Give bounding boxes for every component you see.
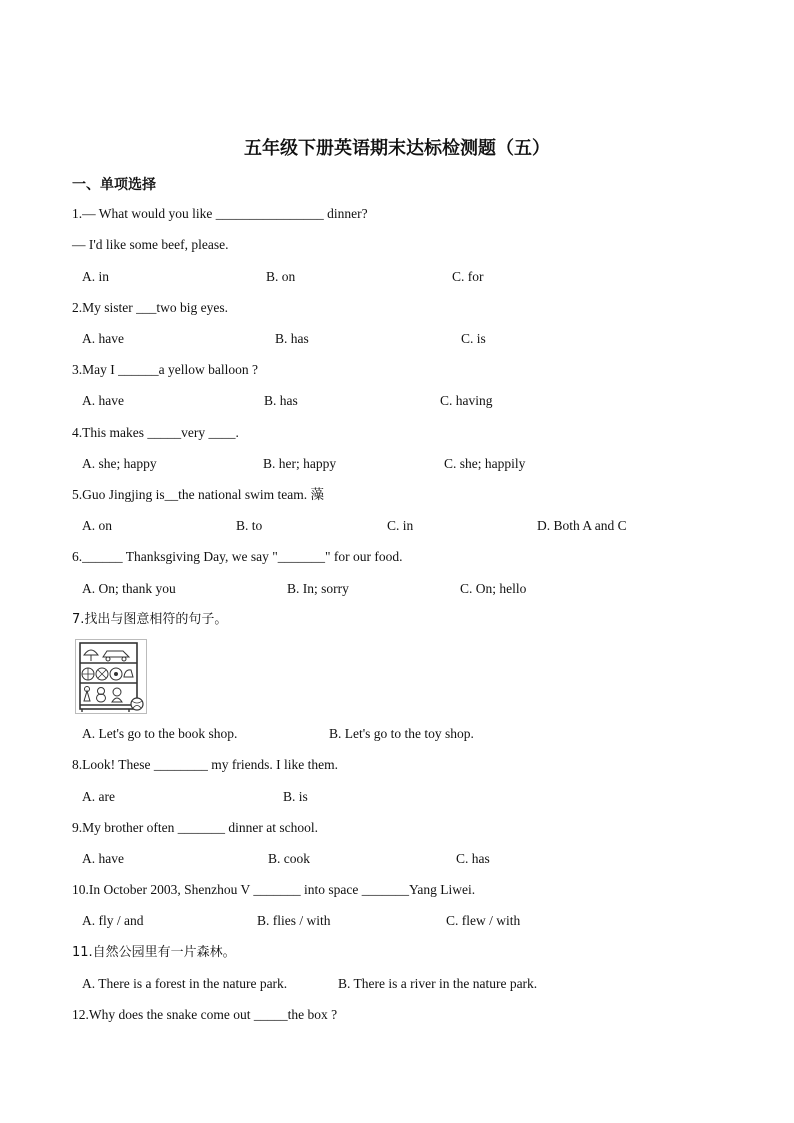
question-6-option-a: A. On; thank you xyxy=(82,581,176,596)
question-10-option-c: C. flew / with xyxy=(446,913,521,928)
question-5-option-a: A. on xyxy=(82,518,112,533)
question-3-option-c: C. having xyxy=(440,393,493,408)
question-3-option-a: A. have xyxy=(82,393,124,408)
question-11-option-b: B. There is a river in the nature park. xyxy=(338,976,538,991)
question-2-option-a: A. have xyxy=(82,331,124,346)
question-1-option-b: B. on xyxy=(266,269,296,284)
question-1-option-a: A. in xyxy=(82,269,109,284)
question-1-stem: 1.— What would you like ________________ dinner? xyxy=(72,206,368,221)
question-9-option-b: B. cook xyxy=(268,851,310,866)
question-9-option-a: A. have xyxy=(82,851,124,866)
question-10-option-a: A. fly / and xyxy=(82,913,144,928)
question-12-stem: 12.Why does the snake come out _____the box ? xyxy=(72,1007,338,1022)
question-10-stem: 10.In October 2003, Shenzhou V _______ into space _______Yang Liwei. xyxy=(72,882,476,897)
question-8-option-a: A. are xyxy=(82,789,115,804)
question-3-option-b: B. has xyxy=(264,393,298,408)
question-7-option-b: B. Let's go to the toy shop. xyxy=(329,726,474,741)
page-title: 五年级下册英语期末达标检测题（五） xyxy=(244,138,550,159)
question-1-option-c: C. for xyxy=(452,269,484,284)
question-5-stem: 5.Guo Jingjing is__the national swim team. 藻 xyxy=(72,487,324,502)
section-heading: 一、单项选择 xyxy=(72,177,156,193)
question-8-stem: 8.Look! These ________ my friends. I like them. xyxy=(72,757,338,772)
question-3-stem: 3.May I ______a yellow balloon ? xyxy=(72,362,258,377)
question-6-option-c: C. On; hello xyxy=(460,581,527,596)
question-4-option-a: A. she; happy xyxy=(82,456,157,471)
question-9-option-c: C. has xyxy=(456,851,490,866)
question-6-option-b: B. In; sorry xyxy=(287,581,349,596)
question-4-option-c: C. she; happily xyxy=(444,456,526,471)
question-11-option-a: A. There is a forest in the nature park. xyxy=(82,976,288,991)
question-10-option-b: B. flies / with xyxy=(257,913,331,928)
question-7-stem: 7.找出与图意相符的句子。 xyxy=(72,612,228,627)
toy-shelf-image xyxy=(75,639,147,714)
question-2-option-c: C. is xyxy=(461,331,486,346)
question-5-option-c: C. in xyxy=(387,518,414,533)
question-1-sub: — I'd like some beef, please. xyxy=(72,237,229,252)
question-6-stem: 6.______ Thanksgiving Day, we say "_______" for our food. xyxy=(72,549,403,564)
question-5-option-b: B. to xyxy=(236,518,263,533)
question-4-option-b: B. her; happy xyxy=(263,456,337,471)
question-2-stem: 2.My sister ___two big eyes. xyxy=(72,300,228,315)
question-2-option-b: B. has xyxy=(275,331,309,346)
question-7-option-a: A. Let's go to the book shop. xyxy=(82,726,238,741)
question-9-stem: 9.My brother often _______ dinner at school. xyxy=(72,820,318,835)
question-11-stem: 11.自然公园里有一片森林。 xyxy=(72,945,236,960)
question-8-option-b: B. is xyxy=(283,789,308,804)
question-5-option-d: D. Both A and C xyxy=(537,518,627,533)
question-4-stem: 4.This makes _____very ____. xyxy=(72,425,239,440)
